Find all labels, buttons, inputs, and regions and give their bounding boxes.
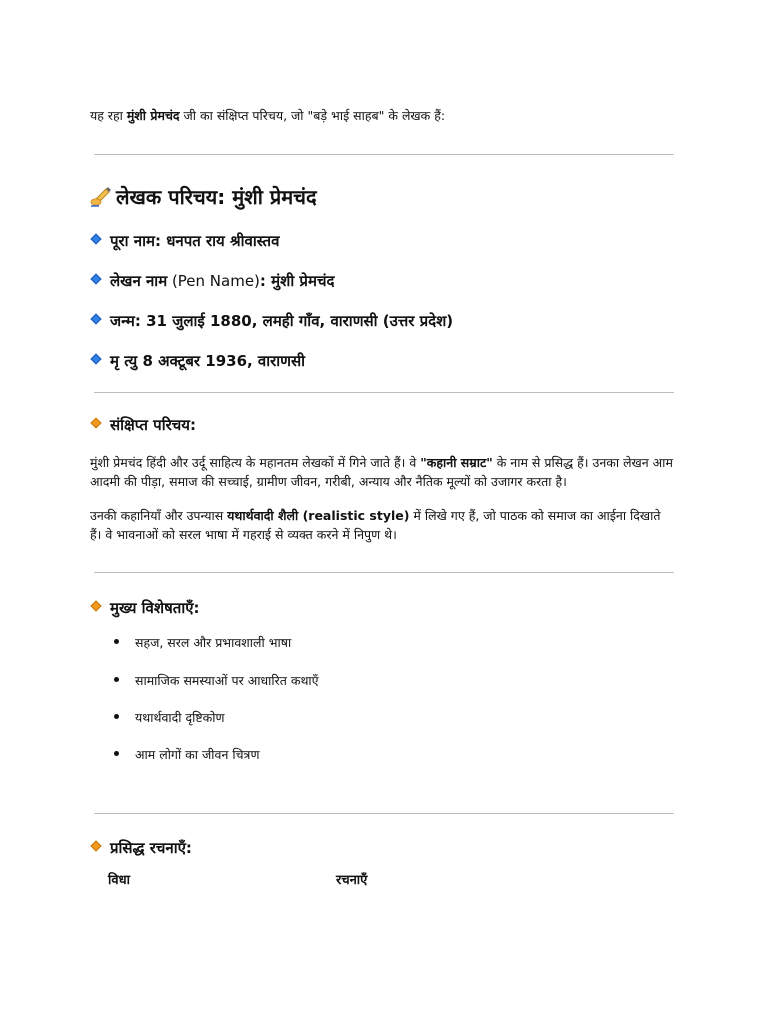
bullet-dot-icon [114, 639, 119, 644]
para-text: के नाम से प्रसिद्ध हैं। उनका लेखन आम आदमी की पीड़ा, समाज की सच्चाई, ग्रामीण जीवन, गरीबी, अन्याय और नैतिक मूल्यों को उजागर करता है। [90, 455, 673, 489]
fact-label-extra: (Pen Name) [167, 272, 260, 290]
divider [94, 154, 674, 155]
intro-suffix: जी का संक्षिप्त परिचय, जो "बड़े भाई साहब" के लेखक हैं: [179, 108, 446, 123]
divider [94, 572, 674, 573]
fact-value: धनपत राय श्रीवास्तव [166, 232, 280, 250]
section-title: प्रसिद्ध रचनाएँ: [110, 839, 192, 857]
fact-label: पूरा नाम [110, 232, 155, 250]
list-item [114, 672, 319, 690]
fact-label: जन्म [110, 312, 135, 330]
section-title: मुख्य विशेषताएँ: [110, 599, 200, 617]
para-text: में लिखे गए हैं, जो पाठक को समाज का आईना दिखाते हैं। वे भावनाओं को सरल भाषा में गहराई से व्यक्त करने में निपुण थे। [90, 508, 661, 542]
intro-author-name: मुंशी प्रेमचंद [126, 108, 180, 123]
writing-hand-icon [90, 185, 112, 207]
paragraph-brief-intro-1 [90, 453, 674, 491]
intro-line [90, 106, 445, 126]
fact-birth: जन्म: 31 जुलाई 1880, लमही गाँव, वाराणसी (उत्तर प्रदेश) [92, 310, 453, 332]
section-title: लेखक परिचय: मुंशी प्रेमचंद [116, 185, 317, 209]
blue-diamond-icon [90, 273, 101, 284]
section-heading-brief-intro [92, 414, 196, 436]
divider [94, 813, 674, 814]
section-heading-author-intro [90, 183, 317, 211]
fact-value: 8 अक्टूबर 1936, वाराणसी [142, 352, 306, 370]
orange-diamond-icon [90, 600, 101, 611]
fact-value: मुंशी प्रेमचंद [271, 272, 335, 290]
orange-diamond-icon [90, 417, 101, 428]
section-title: संक्षिप्त परिचय: [110, 416, 196, 434]
bullet-dot-icon [114, 714, 119, 719]
bullet-dot-icon [114, 677, 119, 682]
fact-death [92, 350, 305, 372]
section-heading-famous-works [92, 837, 192, 859]
para-text: उनकी कहानियाँ और उपन्यास [90, 508, 228, 523]
list-item [114, 746, 259, 764]
list-item [114, 634, 291, 652]
intro-prefix: यह रहा [90, 108, 127, 123]
fact-label: मृ त्यु [110, 352, 138, 370]
orange-diamond-icon [90, 840, 101, 851]
blue-diamond-icon [90, 233, 101, 244]
list-item-text: आम लोगों का जीवन चित्रण [135, 747, 260, 762]
list-item [114, 709, 225, 727]
divider [94, 392, 674, 393]
section-heading-key-features [92, 597, 200, 619]
table-header-genre: विधा [108, 873, 130, 888]
para-bold: यथार्थवादी शैली (realistic style) [227, 508, 410, 523]
list-item-text: सामाजिक समस्याओं पर आधारित कथाएँ [135, 673, 319, 688]
fact-pen-name: लेखन नाम (Pen Name): मुंशी प्रेमचंद [92, 270, 334, 292]
blue-diamond-icon [90, 353, 101, 364]
para-text: मुंशी प्रेमचंद हिंदी और उर्दू साहित्य के महानतम लेखकों में गिने जाते हैं। वे [90, 455, 421, 470]
fact-full-name: पूरा नाम: धनपत राय श्रीवास्तव [92, 230, 279, 252]
list-item-text: सहज, सरल और प्रभावशाली भाषा [135, 635, 292, 650]
paragraph-brief-intro-2 [90, 506, 674, 544]
fact-label: लेखन नाम [110, 272, 168, 290]
blue-diamond-icon [90, 313, 101, 324]
para-bold: "कहानी सम्राट" [420, 455, 493, 470]
table-header-works: रचनाएँ [336, 873, 368, 888]
bullet-dot-icon [114, 751, 119, 756]
list-item-text: यथार्थवादी दृष्टिकोण [135, 710, 225, 725]
fact-value: 31 जुलाई 1880, लमही गाँव, वाराणसी (उत्तर प्रदेश) [146, 312, 454, 330]
